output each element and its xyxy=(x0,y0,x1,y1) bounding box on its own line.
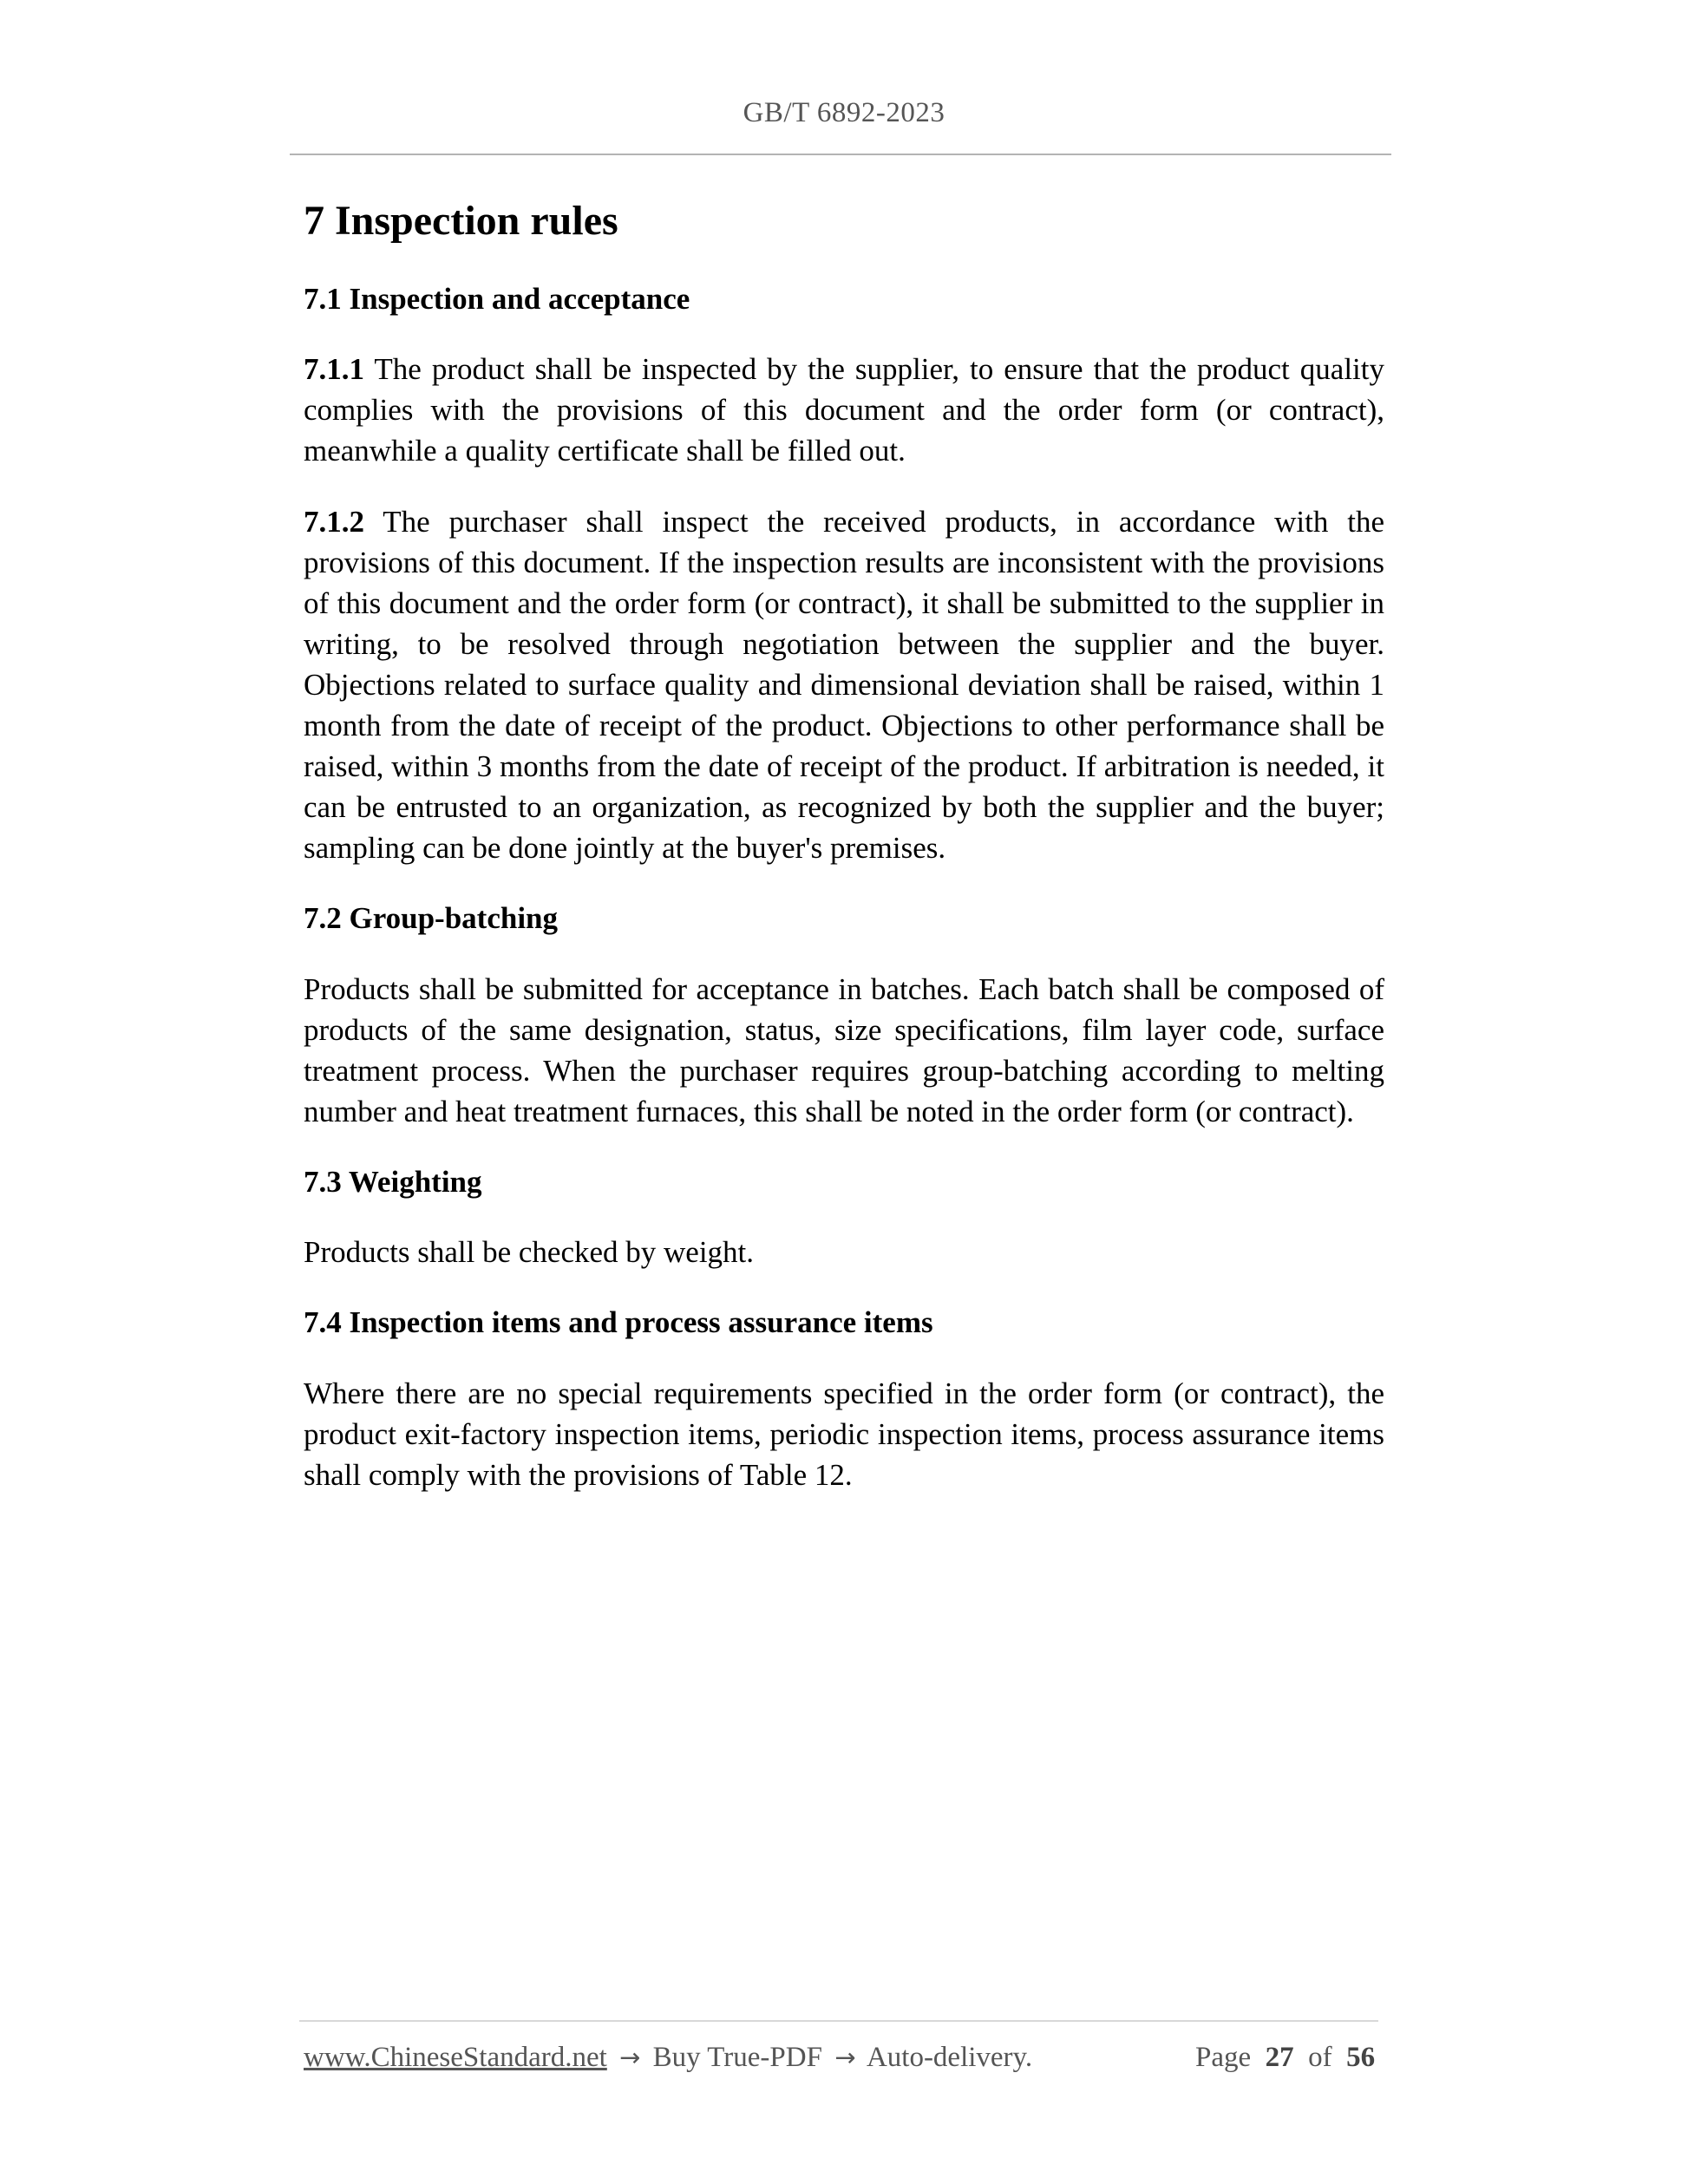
section-7-3-heading: 7.3 Weighting xyxy=(304,1164,482,1199)
auto-delivery-text: Auto-delivery. xyxy=(866,2042,1033,2073)
section-7-2-heading: 7.2 Group-batching xyxy=(304,901,559,936)
section-7-4-heading: 7.4 Inspection items and process assurance items xyxy=(304,1305,933,1340)
section-7-4-text: Where there are no special requirements specified in the order form (or contract), the product exit-factory inspection items, periodic inspection items, process assurance items shall comply with the provisions of Table 12. xyxy=(304,1376,1384,1492)
of-label: of xyxy=(1308,2042,1332,2073)
section-7-title: 7 Inspection rules xyxy=(304,198,618,244)
section-7-3-text: Products shall be checked by weight. xyxy=(304,1235,755,1270)
clause-text: The product shall be inspected by the supplier, to ensure that the product quality complies with the provisions of this document and the order form (or contract), meanwhile a quality certificate shall be filled out. xyxy=(304,352,1385,468)
clause-number: 7.1.1 xyxy=(304,352,364,387)
current-page-number: 27 xyxy=(1265,2042,1294,2073)
page-content xyxy=(304,196,1384,1526)
buy-pdf-text: Buy True-PDF xyxy=(652,2042,822,2073)
page-label: Page xyxy=(1195,2042,1252,2073)
clause-7-1-1 xyxy=(304,349,1384,471)
clause-7-1-2 xyxy=(304,501,1384,868)
clause-text: The purchaser shall inspect the received products, in accordance with the provisions of this document. If the inspection results are inconsistent with the provisions of this document and the order form (or contract), it shall be submitted to the supplier in writing, to be resolved through negotiation between the supplier and the buyer. Objections related to surface quality and dimensional deviation shall be raised, within 1 month from the date of receipt of the product. Objections to other performance shall be raised, within 3 months from the date of receipt of the product. If arbitration is needed, it can be entrusted to an organization, as recognized by both the supplier and the buyer; sampling can be done jointly at the buyer's premises. xyxy=(304,505,1384,866)
site-link[interactable]: www.ChineseStandard.net xyxy=(304,2042,607,2073)
section-7-1-heading: 7.1 Inspection and acceptance xyxy=(304,281,690,316)
clause-number: 7.1.2 xyxy=(304,505,364,539)
document-code: GB/T 6892-2023 xyxy=(743,97,945,128)
arrow-right-icon: → xyxy=(834,2043,856,2072)
footer-divider xyxy=(299,2020,1378,2022)
arrow-right-icon: → xyxy=(619,2043,641,2072)
page-indicator xyxy=(1195,2042,1375,2074)
footer-promo xyxy=(304,2042,1032,2074)
header-divider xyxy=(290,154,1391,155)
total-page-number: 56 xyxy=(1346,2042,1376,2073)
section-7-2-text: Products shall be submitted for acceptance in batches. Each batch shall be composed of products of the same designation, status, size specifications, film layer code, surface treatment process. When the purchaser requires group-batching according to melting number and heat treatment furnaces, this shall be noted in the order form (or contract). xyxy=(304,971,1384,1128)
